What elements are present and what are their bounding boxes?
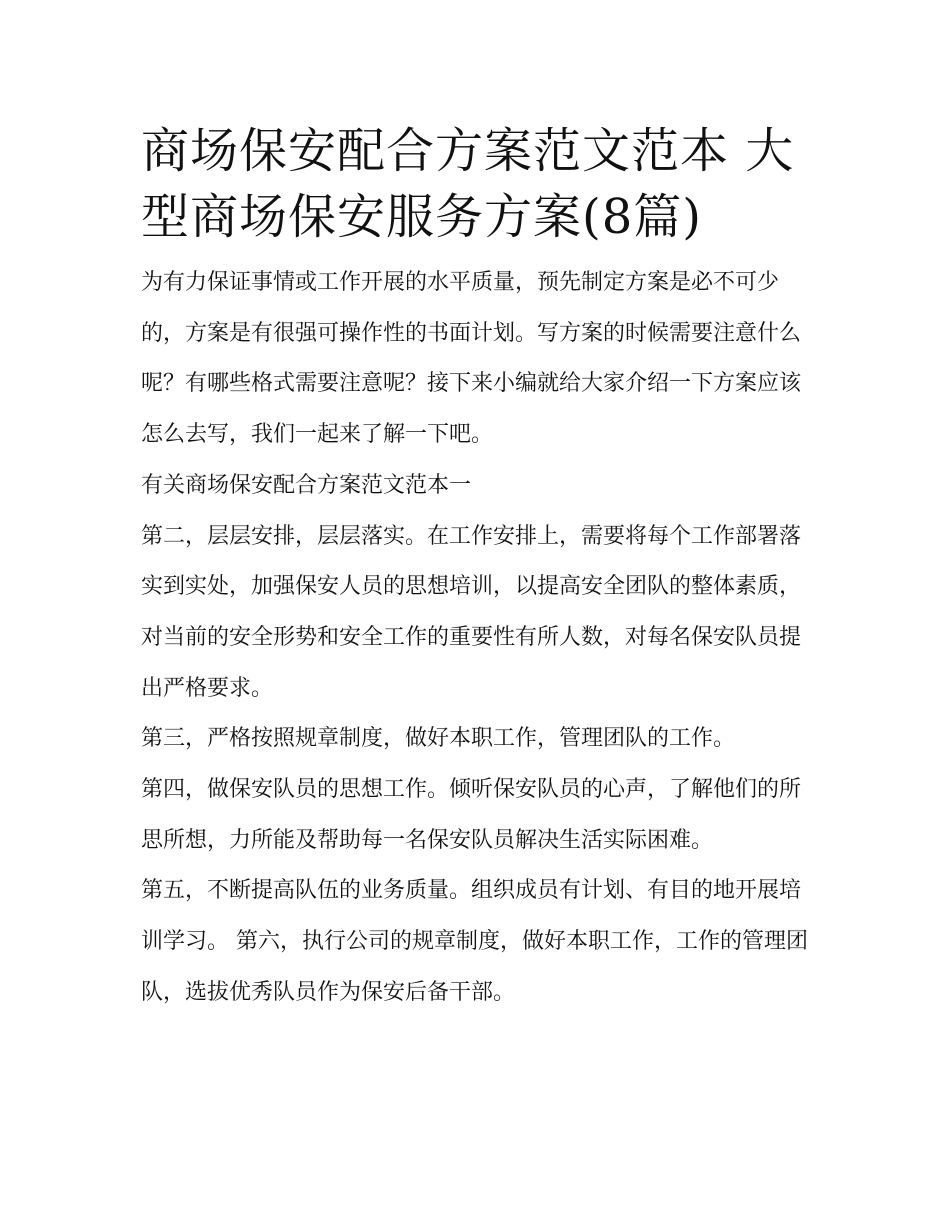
paragraph-item-5: 第五，不断提高队伍的业务质量。组织成员有计划、有目的地开展培训学习。 第六，执行公司的规章制度，做好本职工作，工作的管理团队，选拔优秀队员作为保安后备干部。 <box>141 878 808 1005</box>
intro-paragraph: 为有力保证事情或工作开展的水平质量，预先制定方案是必不可少的，方案是有很强可操作性的书面计划。写方案的时候需要注意什么呢？有哪些格式需要注意呢？接下来小编就给大家介绍一下方案应该怎么去写，我们一起来了解一下吧。 <box>141 270 802 448</box>
section-heading: 有关商场保安配合方案范文范本一 <box>141 472 472 498</box>
paragraph-item-3: 第三，严格按照规章制度，做好本职工作，管理团队的工作。 <box>141 726 736 752</box>
paragraph-item-4: 第四，做保安队员的思想工作。倾听保安队员的心声，了解他们的所思所想，力所能及帮助每一名保安队员解决生活实际困难。 <box>141 777 802 853</box>
document-body <box>141 258 813 1019</box>
paragraph-item-2: 第二，层层安排，层层落实。在工作安排上，需要将每个工作部署落实到实处，加强保安人员的思想培训，以提高安全团队的整体素质，对当前的安全形势和安全工作的重要性有所人数，对每名保安队员提出严格要求。 <box>141 523 802 701</box>
document-title: 商场保安配合方案范文范本 大型商场保安服务方案(8篇) <box>141 123 795 245</box>
document-page <box>141 118 813 1019</box>
